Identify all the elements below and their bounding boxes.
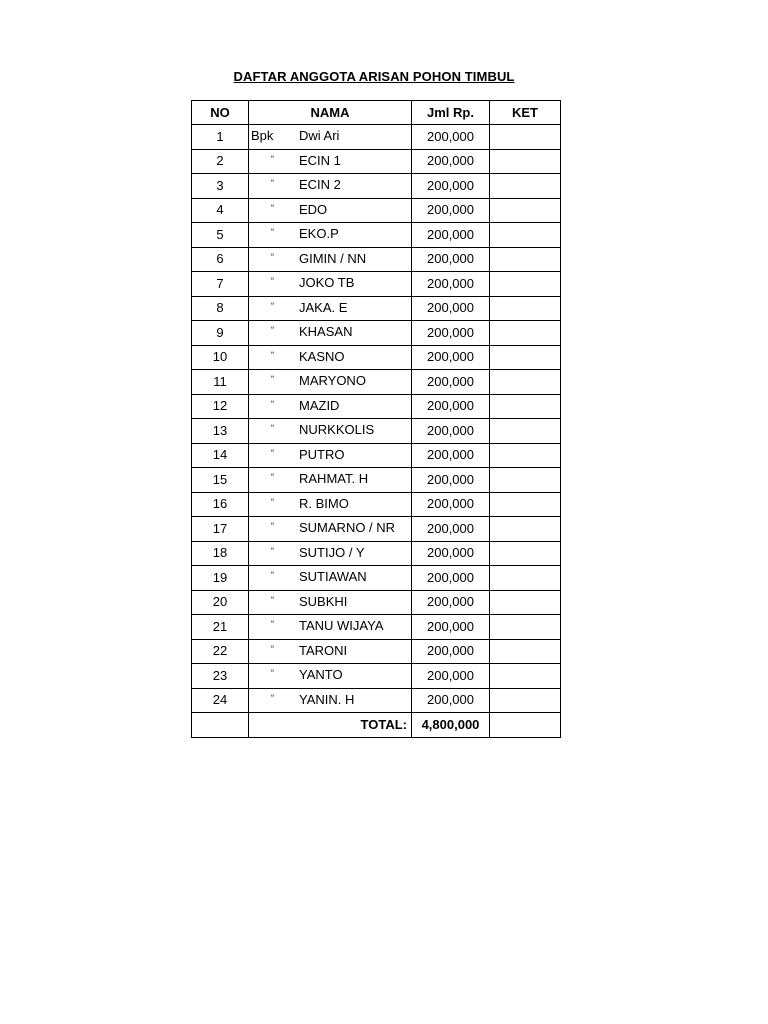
amount-cell: 200,000 <box>412 345 490 370</box>
row-number: 5 <box>192 223 249 248</box>
name-cell <box>249 247 412 272</box>
table-row <box>192 321 561 346</box>
row-number: 13 <box>192 419 249 444</box>
name-cell <box>249 125 412 150</box>
table-body <box>192 125 561 713</box>
name-cell-wrap <box>249 566 411 590</box>
name-cell-wrap <box>249 517 411 541</box>
table-row <box>192 492 561 517</box>
total-ket-cell <box>490 713 561 738</box>
table-row <box>192 590 561 615</box>
ket-cell <box>490 615 561 640</box>
member-name: JAKA. E <box>299 299 348 315</box>
table-row <box>192 370 561 395</box>
table-row <box>192 394 561 419</box>
ket-cell <box>490 419 561 444</box>
name-cell-wrap <box>249 395 411 419</box>
name-cell <box>249 394 412 419</box>
name-cell <box>249 419 412 444</box>
member-name: RAHMAT. H <box>299 471 369 486</box>
row-number: 8 <box>192 296 249 321</box>
ditto-mark: “ <box>271 472 274 482</box>
amount-cell: 200,000 <box>412 419 490 444</box>
row-number: 18 <box>192 541 249 566</box>
row-number: 24 <box>192 688 249 713</box>
total-value: 4,800,000 <box>412 713 490 738</box>
member-name: YANIN. H <box>299 691 355 707</box>
table-row <box>192 615 561 640</box>
table-row <box>192 198 561 223</box>
table-row <box>192 566 561 591</box>
amount-cell: 200,000 <box>412 517 490 542</box>
ditto-mark: “ <box>271 545 274 556</box>
ditto-mark: “ <box>271 496 274 507</box>
name-cell-wrap <box>249 542 411 566</box>
row-number: 6 <box>192 247 249 272</box>
member-name: Dwi Ari <box>299 128 340 143</box>
amount-cell: 200,000 <box>412 688 490 713</box>
ditto-mark: “ <box>271 594 274 605</box>
member-name: EKO.P <box>299 226 339 241</box>
ditto-mark: “ <box>271 153 274 164</box>
amount-cell: 200,000 <box>412 149 490 174</box>
name-cell <box>249 370 412 395</box>
table-row <box>192 443 561 468</box>
name-cell-wrap <box>249 419 411 443</box>
name-cell <box>249 492 412 517</box>
table-row <box>192 664 561 689</box>
ditto-mark: “ <box>271 423 274 433</box>
row-number: 2 <box>192 149 249 174</box>
name-cell <box>249 615 412 640</box>
ket-cell <box>490 468 561 493</box>
amount-cell: 200,000 <box>412 541 490 566</box>
ket-cell <box>490 125 561 150</box>
amount-cell: 200,000 <box>412 125 490 150</box>
amount-cell: 200,000 <box>412 468 490 493</box>
amount-cell: 200,000 <box>412 174 490 199</box>
table-row <box>192 272 561 297</box>
ditto-mark: “ <box>271 521 274 531</box>
name-cell <box>249 541 412 566</box>
member-name: MARYONO <box>299 373 366 388</box>
total-row <box>192 713 561 738</box>
member-name: TANU WIJAYA <box>299 618 384 633</box>
table-row <box>192 174 561 199</box>
table-row <box>192 639 561 664</box>
member-name: JOKO TB <box>299 275 355 290</box>
name-cell <box>249 664 412 689</box>
member-name: MAZID <box>299 397 340 413</box>
table-row <box>192 247 561 272</box>
table-row <box>192 296 561 321</box>
ket-cell <box>490 247 561 272</box>
ket-cell <box>490 174 561 199</box>
header-no: NO <box>192 101 249 125</box>
member-name: SUMARNO / NR <box>299 520 396 535</box>
ditto-mark: “ <box>271 570 274 580</box>
ditto-mark: “ <box>271 325 274 335</box>
name-cell-wrap <box>249 223 411 247</box>
row-number: 12 <box>192 394 249 419</box>
amount-cell: 200,000 <box>412 370 490 395</box>
name-cell-wrap <box>249 150 411 174</box>
name-cell-wrap <box>249 199 411 223</box>
amount-cell: 200,000 <box>412 247 490 272</box>
member-name: KHASAN <box>299 324 353 339</box>
member-name: PUTRO <box>299 446 345 462</box>
ditto-mark: “ <box>271 349 274 360</box>
ditto-mark: “ <box>271 619 274 629</box>
header-nama: NAMA <box>249 101 412 125</box>
row-number: 14 <box>192 443 249 468</box>
amount-cell: 200,000 <box>412 296 490 321</box>
name-cell-wrap <box>249 468 411 492</box>
ket-cell <box>490 492 561 517</box>
member-name: KASNO <box>299 348 345 364</box>
table-row <box>192 468 561 493</box>
member-name: EDO <box>299 201 328 217</box>
ditto-mark: “ <box>271 398 274 409</box>
name-cell-wrap <box>249 346 411 370</box>
name-cell <box>249 517 412 542</box>
row-number: 22 <box>192 639 249 664</box>
ket-cell <box>490 272 561 297</box>
ditto-mark: “ <box>271 374 274 384</box>
table-footer <box>192 713 561 738</box>
name-cell-wrap <box>249 248 411 272</box>
ket-cell <box>490 394 561 419</box>
name-cell <box>249 590 412 615</box>
ket-cell <box>490 149 561 174</box>
honorific-label: Bpk <box>251 128 274 143</box>
header-row <box>192 101 561 125</box>
member-name: GIMIN / NN <box>299 250 367 266</box>
ditto-mark: “ <box>271 643 274 654</box>
ket-cell <box>490 566 561 591</box>
amount-cell: 200,000 <box>412 223 490 248</box>
ket-cell <box>490 321 561 346</box>
table-row <box>192 517 561 542</box>
name-cell-wrap <box>249 125 411 149</box>
name-cell-wrap <box>249 640 411 664</box>
table-row <box>192 149 561 174</box>
ditto-mark: “ <box>271 178 274 188</box>
header-jml: Jml Rp. <box>412 101 490 125</box>
amount-cell: 200,000 <box>412 590 490 615</box>
row-number: 10 <box>192 345 249 370</box>
member-name: NURKKOLIS <box>299 422 375 437</box>
ditto-mark: “ <box>271 202 274 213</box>
member-name: ECIN 1 <box>299 152 341 168</box>
amount-cell: 200,000 <box>412 394 490 419</box>
ditto-mark: “ <box>271 668 274 678</box>
ket-cell <box>490 370 561 395</box>
ket-cell <box>490 639 561 664</box>
ket-cell <box>490 664 561 689</box>
ket-cell <box>490 541 561 566</box>
ditto-mark: “ <box>271 227 274 237</box>
total-no-cell <box>192 713 249 738</box>
name-cell <box>249 566 412 591</box>
table-header <box>192 101 561 125</box>
ket-cell <box>490 688 561 713</box>
name-cell-wrap <box>249 493 411 517</box>
amount-cell: 200,000 <box>412 443 490 468</box>
table-row <box>192 125 561 150</box>
ditto-mark: “ <box>271 447 274 458</box>
amount-cell: 200,000 <box>412 664 490 689</box>
name-cell-wrap <box>249 591 411 615</box>
member-name: ECIN 2 <box>299 177 341 192</box>
name-cell-wrap <box>249 321 411 345</box>
name-cell <box>249 296 412 321</box>
ditto-mark: “ <box>271 692 274 703</box>
member-name: TARONI <box>299 642 348 658</box>
amount-cell: 200,000 <box>412 566 490 591</box>
name-cell-wrap <box>249 664 411 688</box>
name-cell-wrap <box>249 174 411 198</box>
name-cell <box>249 468 412 493</box>
row-number: 11 <box>192 370 249 395</box>
row-number: 7 <box>192 272 249 297</box>
row-number: 17 <box>192 517 249 542</box>
ket-cell <box>490 590 561 615</box>
row-number: 20 <box>192 590 249 615</box>
table-row <box>192 541 561 566</box>
row-number: 1 <box>192 125 249 150</box>
document-title: DAFTAR ANGGOTA ARISAN POHON TIMBUL <box>233 69 515 84</box>
row-number: 3 <box>192 174 249 199</box>
amount-cell: 200,000 <box>412 272 490 297</box>
member-name: YANTO <box>299 667 343 682</box>
total-label: TOTAL: <box>249 713 412 738</box>
amount-cell: 200,000 <box>412 615 490 640</box>
member-name: SUBKHI <box>299 593 348 609</box>
name-cell <box>249 443 412 468</box>
name-cell-wrap <box>249 689 411 713</box>
row-number: 4 <box>192 198 249 223</box>
member-name: SUTIJO / Y <box>299 544 365 560</box>
amount-cell: 200,000 <box>412 321 490 346</box>
name-cell <box>249 272 412 297</box>
row-number: 9 <box>192 321 249 346</box>
ket-cell <box>490 517 561 542</box>
name-cell-wrap <box>249 370 411 394</box>
ket-cell <box>490 296 561 321</box>
ket-cell <box>490 443 561 468</box>
row-number: 15 <box>192 468 249 493</box>
ket-cell <box>490 223 561 248</box>
member-name: SUTIAWAN <box>299 569 367 584</box>
table-row <box>192 419 561 444</box>
amount-cell: 200,000 <box>412 198 490 223</box>
name-cell-wrap <box>249 444 411 468</box>
row-number: 19 <box>192 566 249 591</box>
row-number: 16 <box>192 492 249 517</box>
name-cell <box>249 174 412 199</box>
name-cell <box>249 149 412 174</box>
header-ket: KET <box>490 101 561 125</box>
ditto-mark: “ <box>271 251 274 262</box>
ditto-mark: “ <box>271 300 274 311</box>
ket-cell <box>490 198 561 223</box>
amount-cell: 200,000 <box>412 492 490 517</box>
name-cell <box>249 639 412 664</box>
name-cell <box>249 223 412 248</box>
table-row <box>192 688 561 713</box>
amount-cell: 200,000 <box>412 639 490 664</box>
name-cell <box>249 688 412 713</box>
name-cell-wrap <box>249 297 411 321</box>
name-cell <box>249 198 412 223</box>
table-row <box>192 345 561 370</box>
member-name: R. BIMO <box>299 495 349 511</box>
table-row <box>192 223 561 248</box>
member-table <box>191 100 561 738</box>
row-number: 21 <box>192 615 249 640</box>
ditto-mark: “ <box>271 276 274 286</box>
ket-cell <box>490 345 561 370</box>
row-number: 23 <box>192 664 249 689</box>
name-cell-wrap <box>249 615 411 639</box>
name-cell-wrap <box>249 272 411 296</box>
name-cell <box>249 345 412 370</box>
name-cell <box>249 321 412 346</box>
